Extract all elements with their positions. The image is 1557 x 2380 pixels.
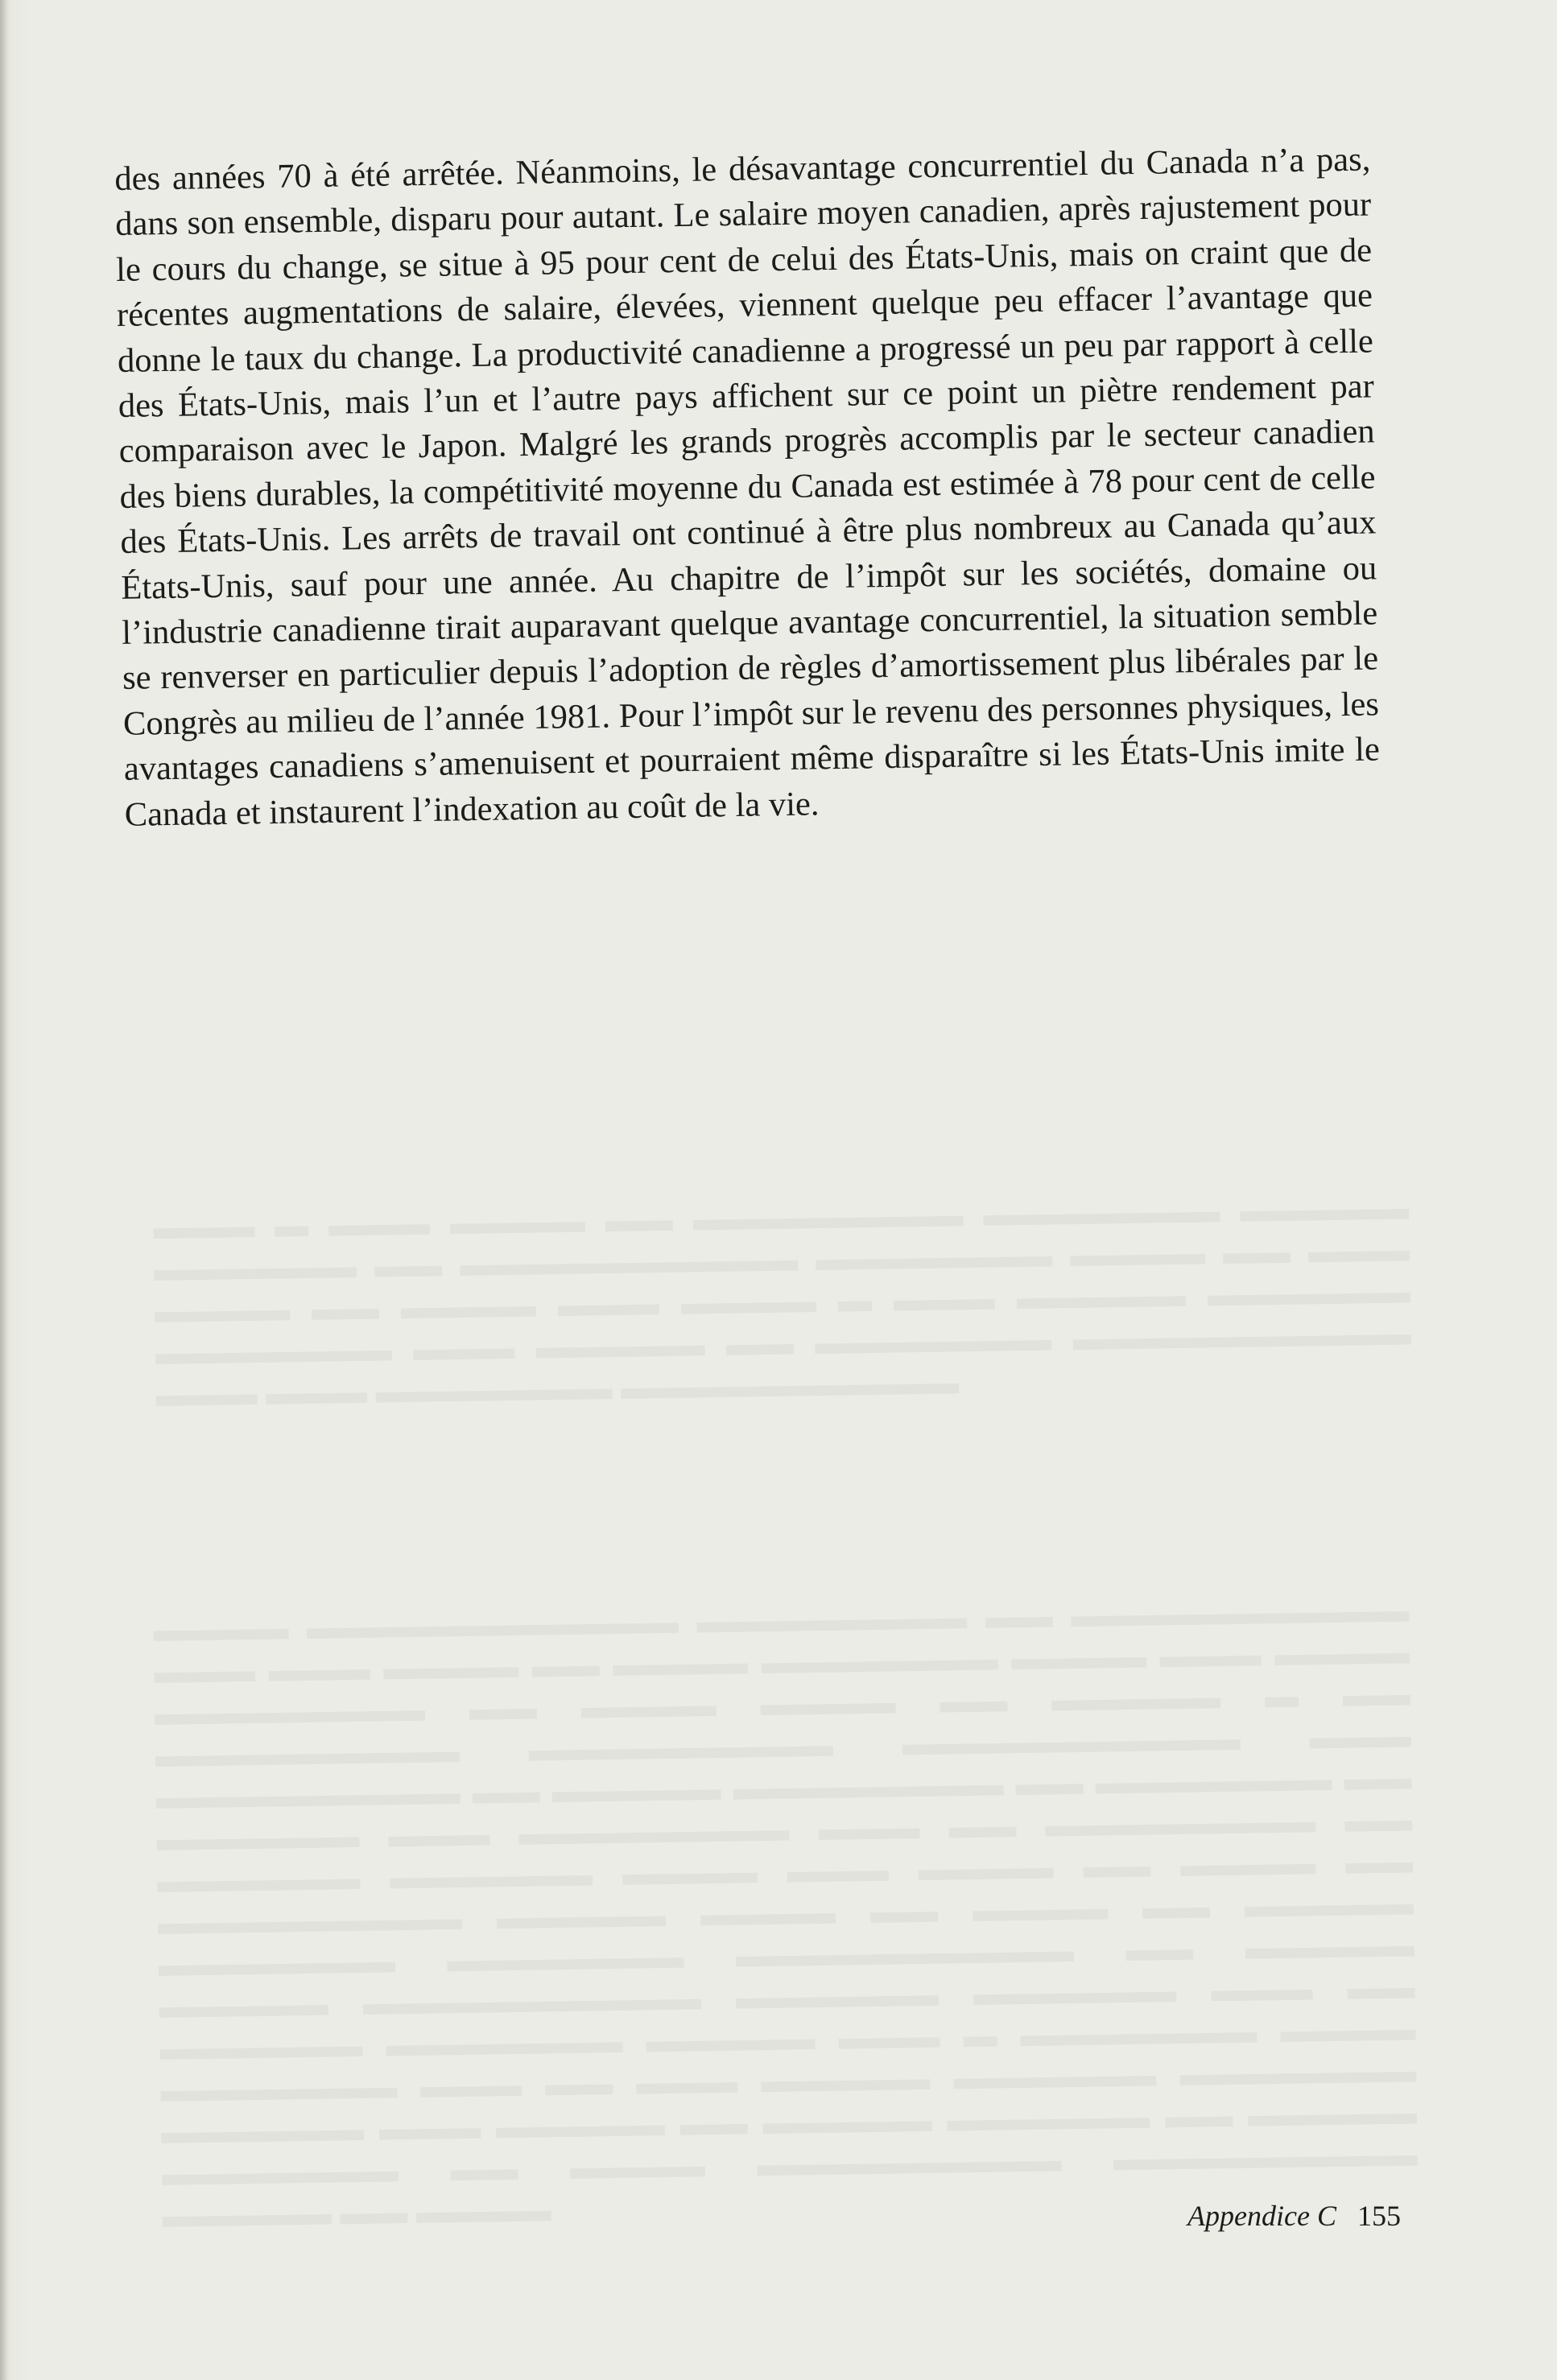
bleed-through-block <box>153 1187 1412 1416</box>
page-footer <box>1187 2199 1401 2233</box>
page-number: 155 <box>1357 2200 1401 2232</box>
bleed-through-block <box>153 1590 1419 2237</box>
running-footer-section: Appendice C <box>1187 2200 1336 2232</box>
body-paragraph: des années 70 à été arrêtée. Néanmoins, le désavantage concurrentiel du Canada n’a pas, dans son ensemble, disparu pour autant. Le salaire moyen canadien, après rajustement pour le cours du change, se situe à 95 pour cent de celui des États-Unis, mais on craint que de récentes augmentations de salaire, élevées, viennent quelque peu effacer l’avantage que donne le taux du change. La productivité canadienne a progressé un peu par rapport à celle des États-Unis, mais l’un et l’autre pays affichent sur ce point un piètre rendement par comparaison avec le Japon. Malgré les grands progrès accomplis par le secteur canadien des biens durables, la compétitivité moyenne du Canada est estimée à 78 pour cent de celle des États-Unis. Les arrêts de travail ont continué à être plus nombreux au Canada qu’aux États-Unis, sauf pour une année. Au chapitre de l’impôt sur les sociétés, domaine ou l’industrie canadienne tirait auparavant quelque avantage concurrentiel, la situation semble se renverser en particulier depuis l’adoption de règles d’amortissement plus libérales par le Congrès au milieu de l’année 1981. Pour l’impôt sur le revenu des personnes physiques, les avantages canadiens s’amenuisent et pourraient même disparaître si les États-Unis imite le Canada et instaurent l’indexation au coût de la vie. <box>114 140 1381 834</box>
book-spine-shadow <box>0 0 8 2380</box>
